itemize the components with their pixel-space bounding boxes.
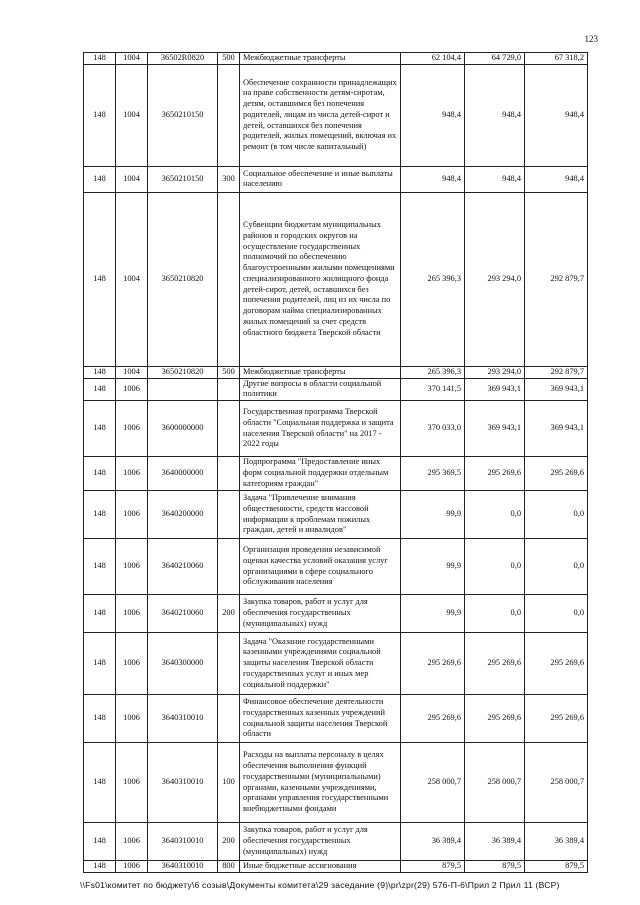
target-article-cell: 3640300000: [148, 633, 218, 695]
description-cell: Закупка товаров, работ и услуг для обеспечения государственных (муниципальных) нужд: [240, 823, 401, 861]
table-row: [84, 539, 588, 595]
amount-2020-cell: 62 104,4: [401, 53, 465, 65]
table-row: [84, 595, 588, 633]
target-article-cell: 3650210150: [148, 64, 218, 166]
target-article-cell: 3650210820: [148, 366, 218, 378]
amount-2020-cell: 370 141,5: [401, 378, 465, 401]
expense-type-cell: 300: [218, 166, 240, 192]
ministry-code-cell: 148: [84, 53, 116, 65]
amount-2021-cell: 369 943,1: [465, 378, 525, 401]
table-row: [84, 491, 588, 539]
table-row: [84, 64, 588, 166]
ministry-code-cell: 148: [84, 366, 116, 378]
amount-2021-cell: 295 269,6: [465, 695, 525, 743]
target-article-cell: 3600000000: [148, 401, 218, 457]
description-cell: Межбюджетные трансферты: [240, 366, 401, 378]
description-cell: Государственная программа Тверской области "Социальная поддержка и защита населения Тверской области" на 2017 - 2022 годы: [240, 401, 401, 457]
expense-type-cell: [218, 192, 240, 366]
amount-2022-cell: 948,4: [525, 64, 588, 166]
table-row: [84, 378, 588, 401]
amount-2020-cell: 295 369,5: [401, 457, 465, 491]
amount-2020-cell: 265 396,3: [401, 366, 465, 378]
section-code-cell: 1006: [116, 491, 148, 539]
section-code-cell: 1004: [116, 192, 148, 366]
amount-2021-cell: 64 729,0: [465, 53, 525, 65]
section-code-cell: 1004: [116, 166, 148, 192]
section-code-cell: 1006: [116, 539, 148, 595]
description-cell: Расходы на выплаты персоналу в целях обеспечения выполнения функций государственными (муниципальными) органами, казенными учреждениями, органами управления государственными внебюджетными фондами: [240, 743, 401, 823]
amount-2022-cell: 295 269,6: [525, 695, 588, 743]
target-article-cell: [148, 378, 218, 401]
table-row: [84, 192, 588, 366]
expense-type-cell: [218, 695, 240, 743]
target-article-cell: 3650210820: [148, 192, 218, 366]
section-code-cell: 1006: [116, 457, 148, 491]
description-cell: Подпрограмма "Предоставление иных форм социальной поддержки отдельным категориям граждан": [240, 457, 401, 491]
description-cell: Задача "Привлечение внимания общественности, средств массовой информации к проблемам пожилых граждан, детей и инвалидов": [240, 491, 401, 539]
section-code-cell: 1006: [116, 378, 148, 401]
table-row: [84, 457, 588, 491]
expense-type-cell: [218, 378, 240, 401]
ministry-code-cell: 148: [84, 166, 116, 192]
amount-2020-cell: 99,9: [401, 539, 465, 595]
ministry-code-cell: 148: [84, 823, 116, 861]
expense-type-cell: [218, 64, 240, 166]
amount-2021-cell: 293 294,0: [465, 366, 525, 378]
description-cell: Закупка товаров, работ и услуг для обеспечения государственных (муниципальных) нужд: [240, 595, 401, 633]
expense-type-cell: [218, 491, 240, 539]
target-article-cell: 3640210060: [148, 539, 218, 595]
amount-2021-cell: 948,4: [465, 166, 525, 192]
ministry-code-cell: 148: [84, 861, 116, 873]
expense-type-cell: 200: [218, 595, 240, 633]
amount-2021-cell: 879,5: [465, 861, 525, 873]
amount-2021-cell: 258 000,7: [465, 743, 525, 823]
amount-2020-cell: 99,9: [401, 491, 465, 539]
amount-2020-cell: 948,4: [401, 166, 465, 192]
section-code-cell: 1006: [116, 595, 148, 633]
expense-type-cell: 500: [218, 53, 240, 65]
amount-2022-cell: 369 943,1: [525, 378, 588, 401]
amount-2022-cell: 879,5: [525, 861, 588, 873]
ministry-code-cell: 148: [84, 457, 116, 491]
ministry-code-cell: 148: [84, 64, 116, 166]
expense-type-cell: 200: [218, 823, 240, 861]
amount-2021-cell: 295 269,6: [465, 457, 525, 491]
target-article-cell: 3640200000: [148, 491, 218, 539]
file-path-footer: \\Fs01\комитет по бюджету\6 созыв\Документы комитета\29 заседание (9)\pr\zpr(29) 576-П-6\Прил 2 Прил 11 (ВСР): [80, 880, 560, 890]
amount-2022-cell: 292 879,7: [525, 192, 588, 366]
description-cell: Организация проведения независимой оценки качества условий оказания услуг организациями в сфере социального обслуживания населения: [240, 539, 401, 595]
target-article-cell: 3640210060: [148, 595, 218, 633]
table-row: [84, 401, 588, 457]
target-article-cell: 3640310010: [148, 695, 218, 743]
description-cell: Обеспечение сохранности принадлежащих на праве собственности детям-сиротам, детям, оставшимся без попечения родителей, лицам из числа детей-сирот и детей, оставшихся без попечения родителей, жилых помещений, включая их ремонт (в том числе капитальный): [240, 64, 401, 166]
section-code-cell: 1006: [116, 823, 148, 861]
amount-2020-cell: 948,4: [401, 64, 465, 166]
amount-2022-cell: 36 389,4: [525, 823, 588, 861]
table-row: [84, 823, 588, 861]
ministry-code-cell: 148: [84, 378, 116, 401]
ministry-code-cell: 148: [84, 491, 116, 539]
amount-2020-cell: 36 389,4: [401, 823, 465, 861]
table-row: [84, 633, 588, 695]
section-code-cell: 1006: [116, 861, 148, 873]
section-code-cell: 1004: [116, 366, 148, 378]
description-cell: Другие вопросы в области социальной политики: [240, 378, 401, 401]
ministry-code-cell: 148: [84, 595, 116, 633]
amount-2021-cell: 293 294,0: [465, 192, 525, 366]
table-row: [84, 166, 588, 192]
amount-2021-cell: 948,4: [465, 64, 525, 166]
amount-2020-cell: 295 269,6: [401, 633, 465, 695]
target-article-cell: 3640310010: [148, 743, 218, 823]
amount-2021-cell: 0,0: [465, 491, 525, 539]
amount-2020-cell: 99,9: [401, 595, 465, 633]
section-code-cell: 1006: [116, 695, 148, 743]
budget-table: [83, 52, 588, 873]
expense-type-cell: 100: [218, 743, 240, 823]
table-row: [84, 366, 588, 378]
amount-2021-cell: 369 943,1: [465, 401, 525, 457]
ministry-code-cell: 148: [84, 401, 116, 457]
description-cell: Социальное обеспечение и иные выплаты населению: [240, 166, 401, 192]
expense-type-cell: 500: [218, 366, 240, 378]
target-article-cell: 3640000000: [148, 457, 218, 491]
amount-2021-cell: 0,0: [465, 595, 525, 633]
section-code-cell: 1006: [116, 401, 148, 457]
expense-type-cell: 800: [218, 861, 240, 873]
amount-2022-cell: 67 318,2: [525, 53, 588, 65]
amount-2022-cell: 369 943,1: [525, 401, 588, 457]
ministry-code-cell: 148: [84, 633, 116, 695]
target-article-cell: 3640310010: [148, 861, 218, 873]
amount-2022-cell: 292 879,7: [525, 366, 588, 378]
description-cell: Финансовое обеспечение деятельности государственных казенных учреждений социальной защиты населения Тверской области: [240, 695, 401, 743]
ministry-code-cell: 148: [84, 695, 116, 743]
section-code-cell: 1006: [116, 743, 148, 823]
amount-2021-cell: 0,0: [465, 539, 525, 595]
amount-2021-cell: 36 389,4: [465, 823, 525, 861]
description-cell: Иные бюджетные ассигнования: [240, 861, 401, 873]
amount-2021-cell: 295 269,6: [465, 633, 525, 695]
amount-2020-cell: 258 000,7: [401, 743, 465, 823]
description-cell: Задача "Оказание государственными казенными учреждениями социальной защиты населения Тверской области государственных услуг и иных мер социальной поддержки": [240, 633, 401, 695]
target-article-cell: 36502R0820: [148, 53, 218, 65]
amount-2020-cell: 370 033,0: [401, 401, 465, 457]
table-row: [84, 743, 588, 823]
page-number: 123: [584, 34, 598, 44]
target-article-cell: 3640310010: [148, 823, 218, 861]
amount-2022-cell: 0,0: [525, 539, 588, 595]
amount-2022-cell: 295 269,6: [525, 457, 588, 491]
description-cell: Межбюджетные трансферты: [240, 53, 401, 65]
description-cell: Субвенции бюджетам муниципальных районов и городских округов на осуществление государственных полномочий по обеспечению благоустроенными жилыми помещениями специализированного жилищного фонда детей-сирот, детей, оставшихся без попечения родителей, лиц из их числа по договорам найма специализированных жилых помещений за счет средств областного бюджета Тверской области: [240, 192, 401, 366]
amount-2020-cell: 265 396,3: [401, 192, 465, 366]
section-code-cell: 1006: [116, 633, 148, 695]
ministry-code-cell: 148: [84, 192, 116, 366]
amount-2022-cell: 258 000,7: [525, 743, 588, 823]
amount-2020-cell: 879,5: [401, 861, 465, 873]
target-article-cell: 3650210150: [148, 166, 218, 192]
table-row: [84, 695, 588, 743]
amount-2020-cell: 295 269,6: [401, 695, 465, 743]
expense-type-cell: [218, 401, 240, 457]
amount-2022-cell: 948,4: [525, 166, 588, 192]
amount-2022-cell: 295 269,6: [525, 633, 588, 695]
expense-type-cell: [218, 457, 240, 491]
ministry-code-cell: 148: [84, 743, 116, 823]
table-row: [84, 53, 588, 65]
table-row: [84, 861, 588, 873]
ministry-code-cell: 148: [84, 539, 116, 595]
amount-2022-cell: 0,0: [525, 595, 588, 633]
section-code-cell: 1004: [116, 53, 148, 65]
section-code-cell: 1004: [116, 64, 148, 166]
amount-2022-cell: 0,0: [525, 491, 588, 539]
expense-type-cell: [218, 633, 240, 695]
expense-type-cell: [218, 539, 240, 595]
